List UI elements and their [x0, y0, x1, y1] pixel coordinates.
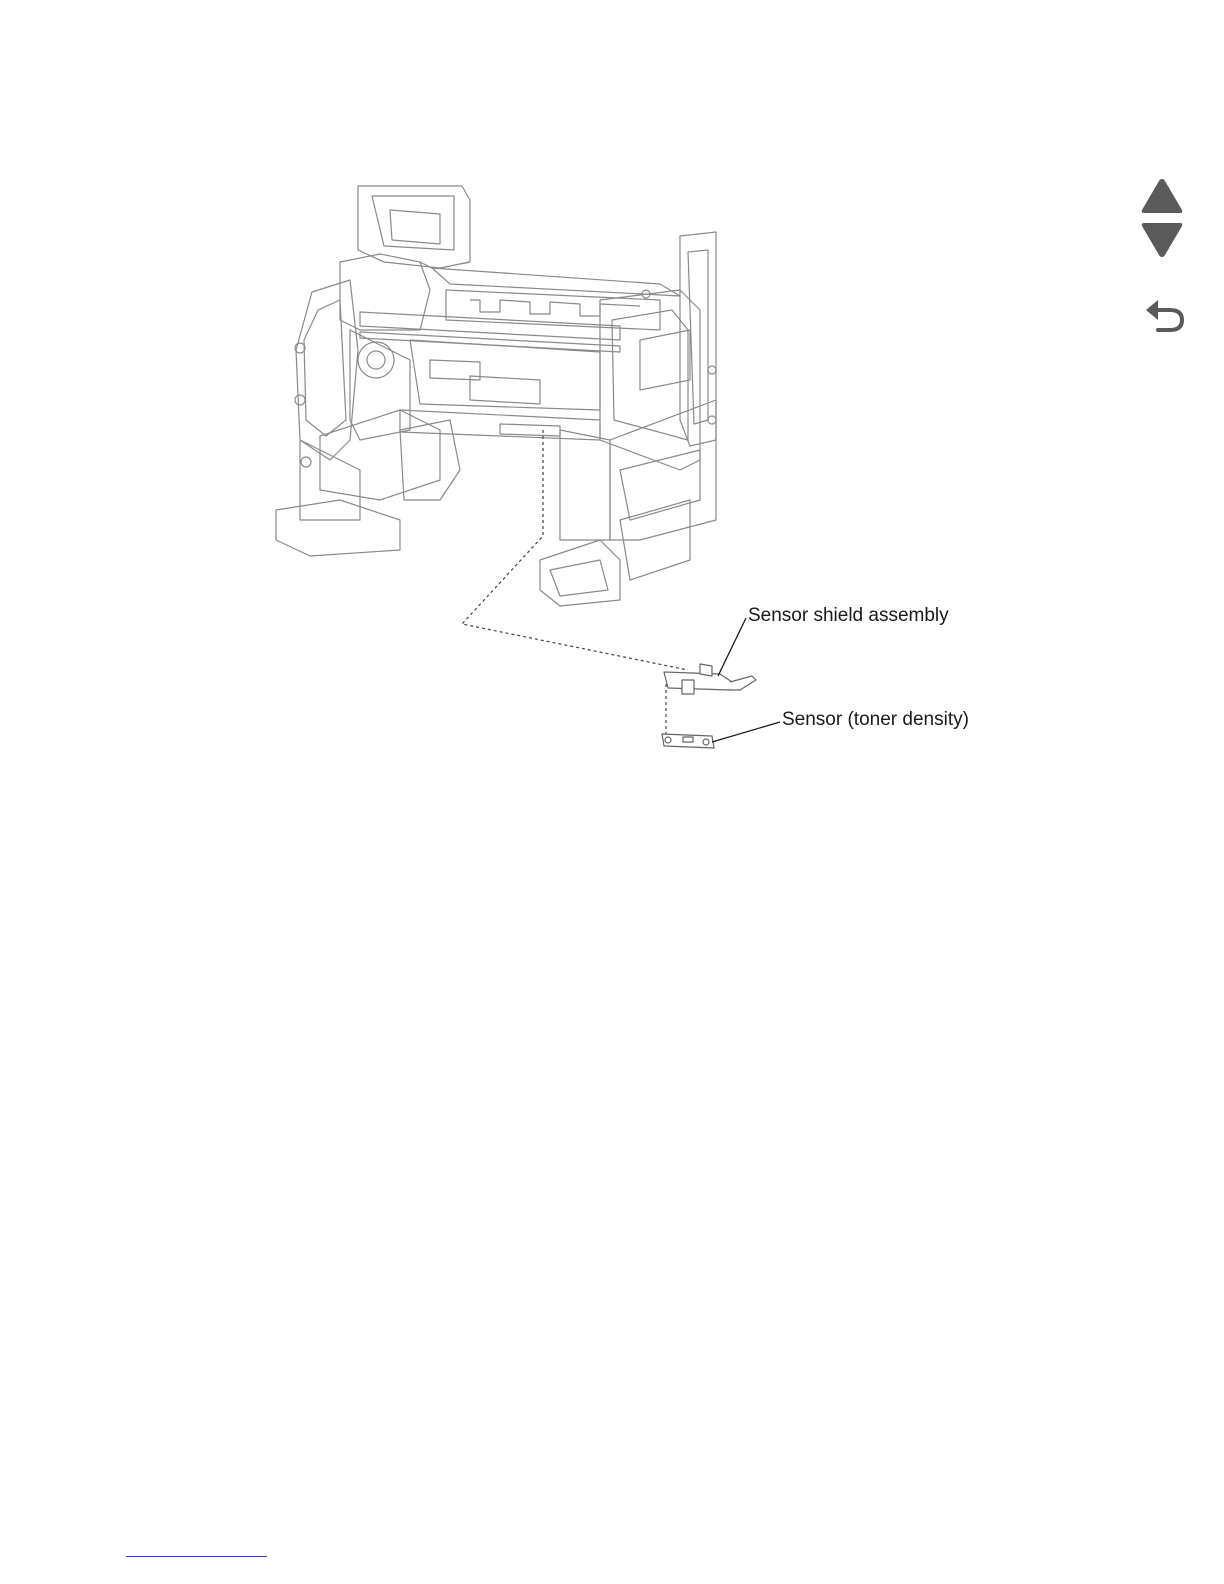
next-page-button[interactable] — [1140, 220, 1184, 260]
previous-page-button[interactable] — [1140, 176, 1184, 216]
printer-frame — [276, 186, 716, 606]
sensor-toner-density-label: Sensor (toner density) — [782, 709, 969, 730]
page-navigation — [1136, 172, 1188, 342]
go-back-button[interactable] — [1140, 296, 1188, 336]
sensor-shield-assembly-label: Sensor shield assembly — [748, 605, 949, 626]
triangle-up-icon — [1140, 176, 1184, 216]
footer-link-underline — [126, 1556, 267, 1557]
return-arrow-icon — [1140, 296, 1188, 336]
toner-density-sensor-part — [662, 734, 714, 748]
triangle-down-icon — [1140, 220, 1184, 260]
guide-dashed-lines — [462, 430, 688, 738]
